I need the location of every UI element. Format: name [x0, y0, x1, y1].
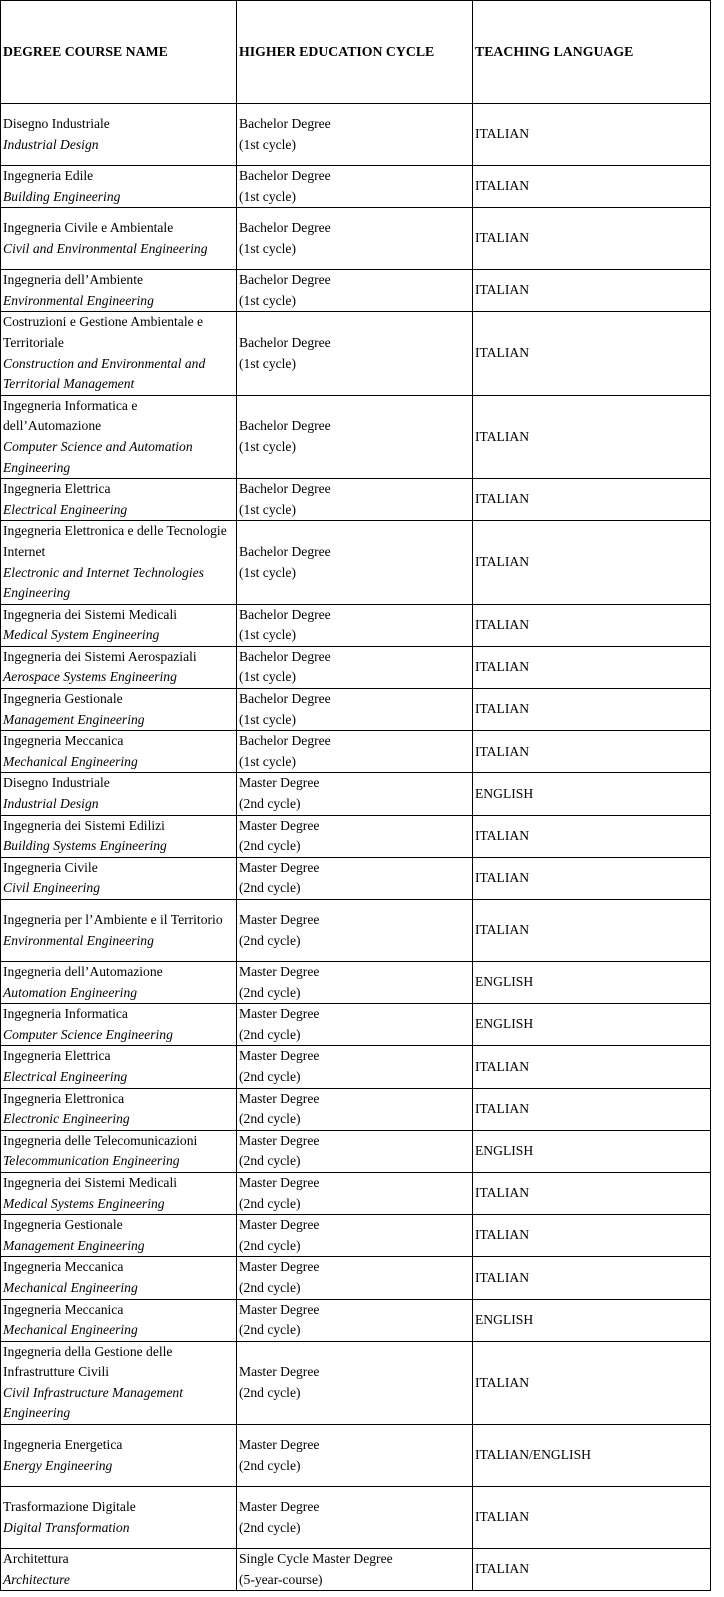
table-row — [1, 1299, 711, 1341]
education-cycle-cell — [237, 395, 473, 478]
cycle-degree: Master Degree — [239, 859, 320, 875]
course-name-italian: Ingegneria dei Sistemi Medicali — [3, 1174, 178, 1190]
cycle-degree: Master Degree — [239, 775, 320, 791]
course-name-italian: Ingegneria Informatica — [3, 1006, 128, 1022]
cycle-detail: (2nd cycle) — [239, 1384, 301, 1400]
teaching-language-cell — [473, 479, 711, 521]
teaching-language-cell — [473, 773, 711, 815]
course-name-italian: Ingegneria dei Sistemi Medicali — [3, 606, 178, 622]
cycle-degree: Bachelor Degree — [239, 648, 331, 664]
cycle-detail: (2nd cycle) — [239, 838, 301, 854]
table-row — [1, 857, 711, 899]
header-course-name: DEGREE COURSE NAME — [1, 1, 237, 104]
cycle-degree: Master Degree — [239, 1048, 320, 1064]
cycle-detail: (2nd cycle) — [239, 1026, 301, 1042]
teaching-language-cell — [473, 1130, 711, 1172]
course-name-italian: Ingegneria Informatica e dell’Automazione — [3, 397, 138, 434]
cycle-detail: (1st cycle) — [239, 753, 296, 769]
header-education-cycle: HIGHER EDUCATION CYCLE — [237, 1, 473, 104]
course-name-cell — [1, 900, 237, 962]
course-name-italian: Disegno Industriale — [3, 115, 110, 131]
teaching-language: ITALIAN — [475, 554, 530, 570]
course-name-english: Electronic and Internet Technologies Engineering — [3, 564, 204, 601]
course-name-italian: Ingegneria Meccanica — [3, 1259, 124, 1275]
course-name-cell — [1, 104, 237, 166]
teaching-language: ITALIAN — [475, 1561, 530, 1577]
teaching-language-cell — [473, 1341, 711, 1424]
teaching-language-cell — [473, 962, 711, 1004]
education-cycle-cell — [237, 521, 473, 604]
teaching-language-cell — [473, 1549, 711, 1591]
education-cycle-cell — [237, 1215, 473, 1257]
teaching-language-cell — [473, 604, 711, 646]
cycle-detail: (1st cycle) — [239, 627, 296, 643]
course-name-cell — [1, 857, 237, 899]
education-cycle-cell — [237, 1299, 473, 1341]
teaching-language-cell — [473, 208, 711, 270]
course-name-cell — [1, 1487, 237, 1549]
teaching-language-cell — [473, 521, 711, 604]
table-row — [1, 1341, 711, 1424]
education-cycle-cell — [237, 104, 473, 166]
teaching-language-cell — [473, 1046, 711, 1088]
education-cycle-cell — [237, 689, 473, 731]
cycle-degree: Master Degree — [239, 1259, 320, 1275]
table-row — [1, 1425, 711, 1487]
course-name-english: Management Engineering — [3, 711, 145, 727]
course-name-english: Architecture — [3, 1571, 70, 1587]
cycle-degree: Bachelor Degree — [239, 481, 331, 497]
course-name-english: Management Engineering — [3, 1237, 145, 1253]
course-name-cell — [1, 1004, 237, 1046]
teaching-language-cell — [473, 1088, 711, 1130]
course-name-english: Computer Science and Automation Engineering — [3, 438, 193, 475]
course-name-italian: Ingegneria dell’Ambiente — [3, 272, 144, 288]
course-name-english: Mechanical Engineering — [3, 1279, 138, 1295]
table-row — [1, 1215, 711, 1257]
course-name-cell — [1, 479, 237, 521]
cycle-degree: Master Degree — [239, 1364, 320, 1380]
cycle-degree: Master Degree — [239, 1217, 320, 1233]
cycle-detail: (1st cycle) — [239, 188, 296, 204]
course-name-english: Civil Engineering — [3, 880, 101, 896]
education-cycle-cell — [237, 900, 473, 962]
teaching-language-cell — [473, 1004, 711, 1046]
table-row — [1, 1257, 711, 1299]
course-name-cell — [1, 731, 237, 773]
education-cycle-cell — [237, 479, 473, 521]
teaching-language: ENGLISH — [475, 1143, 534, 1159]
table-row — [1, 1004, 711, 1046]
education-cycle-cell — [237, 604, 473, 646]
cycle-degree: Bachelor Degree — [239, 334, 331, 350]
course-name-english: Telecommunication Engineering — [3, 1153, 180, 1169]
course-name-cell — [1, 1130, 237, 1172]
teaching-language: ITALIAN — [475, 345, 530, 361]
course-name-english: Electronic Engineering — [3, 1111, 130, 1127]
course-name-english: Automation Engineering — [3, 984, 138, 1000]
cycle-detail: (2nd cycle) — [239, 1237, 301, 1253]
cycle-degree: Master Degree — [239, 911, 320, 927]
course-name-italian: Ingegneria Elettrica — [3, 1048, 111, 1064]
teaching-language: ITALIAN — [475, 1269, 530, 1285]
table-row — [1, 312, 711, 395]
teaching-language: ITALIAN — [475, 1374, 530, 1390]
table-row — [1, 270, 711, 312]
course-name-cell — [1, 1341, 237, 1424]
course-name-italian: Disegno Industriale — [3, 775, 110, 791]
education-cycle-cell — [237, 1341, 473, 1424]
table-row — [1, 1487, 711, 1549]
course-name-italian: Ingegneria Civile e Ambientale — [3, 220, 174, 236]
course-name-italian: Ingegneria dei Sistemi Edilizi — [3, 817, 165, 833]
table-row — [1, 604, 711, 646]
course-name-cell — [1, 773, 237, 815]
course-name-cell — [1, 646, 237, 688]
course-name-cell — [1, 166, 237, 208]
cycle-detail: (2nd cycle) — [239, 1322, 301, 1338]
course-name-italian: Ingegneria Elettrica — [3, 481, 111, 497]
course-name-english: Industrial Design — [3, 796, 99, 812]
teaching-language-cell — [473, 395, 711, 478]
teaching-language: ITALIAN — [475, 1058, 530, 1074]
education-cycle-cell — [237, 731, 473, 773]
cycle-detail: (2nd cycle) — [239, 880, 301, 896]
course-name-italian: Ingegneria Elettronica e delle Tecnologie Internet — [3, 523, 227, 559]
teaching-language-cell — [473, 1425, 711, 1487]
cycle-degree: Master Degree — [239, 1174, 320, 1190]
teaching-language: ITALIAN — [475, 870, 530, 886]
teaching-language-cell — [473, 857, 711, 899]
education-cycle-cell — [237, 815, 473, 857]
cycle-degree: Master Degree — [239, 817, 320, 833]
cycle-detail: (1st cycle) — [239, 564, 296, 580]
course-name-italian: Architettura — [3, 1551, 69, 1567]
teaching-language-cell — [473, 1172, 711, 1214]
teaching-language: ITALIAN — [475, 126, 530, 142]
teaching-language: ENGLISH — [475, 785, 534, 801]
course-name-english: Environmental Engineering — [3, 292, 154, 308]
teaching-language: ENGLISH — [475, 974, 534, 990]
course-name-italian: Ingegneria dell’Automazione — [3, 964, 163, 979]
course-name-italian: Ingegneria delle Telecomunicazioni — [3, 1132, 198, 1148]
teaching-language-cell — [473, 1487, 711, 1549]
table-row — [1, 1549, 711, 1591]
course-name-italian: Trasformazione Digitale — [3, 1498, 136, 1514]
table-row — [1, 521, 711, 604]
course-name-italian: Ingegneria Gestionale — [3, 691, 123, 707]
cycle-degree: Bachelor Degree — [239, 733, 331, 749]
table-row — [1, 1046, 711, 1088]
cycle-detail: (2nd cycle) — [239, 1153, 301, 1169]
course-name-english: Computer Science Engineering — [3, 1026, 173, 1042]
education-cycle-cell — [237, 208, 473, 270]
teaching-language-cell — [473, 646, 711, 688]
header-teaching-language: TEACHING LANGUAGE — [473, 1, 711, 104]
teaching-language: ENGLISH — [475, 1016, 534, 1032]
course-name-cell — [1, 1046, 237, 1088]
teaching-language: ITALIAN/ENGLISH — [475, 1447, 591, 1463]
course-name-english: Medical System Engineering — [3, 627, 160, 643]
table-row — [1, 104, 711, 166]
cycle-degree: Master Degree — [239, 1006, 320, 1022]
cycle-degree: Bachelor Degree — [239, 115, 331, 131]
course-name-english: Energy Engineering — [3, 1457, 113, 1473]
education-cycle-cell — [237, 1425, 473, 1487]
table-row — [1, 773, 711, 815]
cycle-degree: Bachelor Degree — [239, 543, 331, 559]
table-row — [1, 815, 711, 857]
course-name-english: Industrial Design — [3, 136, 99, 152]
table-row — [1, 208, 711, 270]
course-name-italian: Ingegneria Elettronica — [3, 1090, 125, 1106]
teaching-language: ITALIAN — [475, 616, 530, 632]
teaching-language-cell — [473, 312, 711, 395]
teaching-language-cell — [473, 1299, 711, 1341]
teaching-language: ITALIAN — [475, 1509, 530, 1525]
teaching-language: ITALIAN — [475, 659, 530, 675]
cycle-detail: (1st cycle) — [239, 501, 296, 517]
education-cycle-cell — [237, 1172, 473, 1214]
teaching-language: ITALIAN — [475, 1185, 530, 1201]
cycle-degree: Bachelor Degree — [239, 418, 331, 434]
cycle-detail: (2nd cycle) — [239, 796, 301, 812]
teaching-language-cell — [473, 166, 711, 208]
course-name-cell — [1, 1549, 237, 1591]
education-cycle-cell — [237, 773, 473, 815]
cycle-degree: Bachelor Degree — [239, 168, 331, 183]
education-cycle-cell — [237, 1487, 473, 1549]
course-name-cell — [1, 208, 237, 270]
course-name-english: Mechanical Engineering — [3, 753, 138, 769]
header-row — [1, 1, 711, 104]
teaching-language-cell — [473, 1257, 711, 1299]
course-name-italian: Ingegneria Gestionale — [3, 1217, 123, 1233]
course-name-english: Building Systems Engineering — [3, 838, 167, 854]
table-row — [1, 1172, 711, 1214]
cycle-detail: (2nd cycle) — [239, 984, 301, 1000]
teaching-language: ITALIAN — [475, 1100, 530, 1116]
education-cycle-cell — [237, 1549, 473, 1591]
cycle-degree: Master Degree — [239, 964, 320, 979]
course-name-english: Mechanical Engineering — [3, 1322, 138, 1338]
education-cycle-cell — [237, 646, 473, 688]
course-name-cell — [1, 1425, 237, 1487]
cycle-degree: Bachelor Degree — [239, 272, 331, 288]
cycle-detail: (1st cycle) — [239, 136, 296, 152]
course-name-english: Electrical Engineering — [3, 1068, 128, 1084]
course-name-italian: Ingegneria per l’Ambiente e il Territorio — [3, 911, 223, 927]
course-name-english: Construction and Environmental and Territorial Management — [3, 355, 206, 392]
course-name-cell — [1, 1215, 237, 1257]
teaching-language-cell — [473, 900, 711, 962]
education-cycle-cell — [237, 962, 473, 1004]
education-cycle-cell — [237, 270, 473, 312]
teaching-language: ITALIAN — [475, 282, 530, 298]
table-row — [1, 395, 711, 478]
table-row — [1, 1130, 711, 1172]
course-name-italian: Ingegneria Civile — [3, 859, 98, 875]
teaching-language: ITALIAN — [475, 491, 530, 507]
cycle-detail: (1st cycle) — [239, 355, 296, 371]
cycle-detail: (2nd cycle) — [239, 1195, 301, 1211]
cycle-detail: (2nd cycle) — [239, 932, 301, 948]
teaching-language-cell — [473, 689, 711, 731]
table-row — [1, 166, 711, 208]
cycle-detail: (1st cycle) — [239, 240, 296, 256]
table-row — [1, 1088, 711, 1130]
course-name-english: Digital Transformation — [3, 1519, 130, 1535]
teaching-language-cell — [473, 815, 711, 857]
course-name-cell — [1, 689, 237, 731]
table-row — [1, 900, 711, 962]
teaching-language: ITALIAN — [475, 922, 530, 938]
teaching-language: ENGLISH — [475, 1311, 534, 1327]
course-name-cell — [1, 604, 237, 646]
teaching-language-cell — [473, 270, 711, 312]
cycle-detail: (1st cycle) — [239, 438, 296, 454]
table-row — [1, 646, 711, 688]
course-name-english: Environmental Engineering — [3, 932, 154, 948]
course-name-cell — [1, 815, 237, 857]
cycle-detail: (2nd cycle) — [239, 1068, 301, 1084]
cycle-degree: Master Degree — [239, 1132, 320, 1148]
teaching-language: ITALIAN — [475, 1227, 530, 1243]
education-cycle-cell — [237, 857, 473, 899]
course-name-cell — [1, 1172, 237, 1214]
course-name-english: Medical Systems Engineering — [3, 1195, 165, 1211]
cycle-detail: (1st cycle) — [239, 669, 296, 685]
cycle-detail: (2nd cycle) — [239, 1457, 301, 1473]
teaching-language: ITALIAN — [475, 230, 530, 246]
cycle-degree: Master Degree — [239, 1301, 320, 1317]
education-cycle-cell — [237, 1088, 473, 1130]
education-cycle-cell — [237, 1257, 473, 1299]
course-name-cell — [1, 962, 237, 1004]
table-row — [1, 689, 711, 731]
course-name-english: Civil and Environmental Engineering — [3, 240, 208, 256]
teaching-language: ITALIAN — [475, 827, 530, 843]
course-name-italian: Ingegneria Edile — [3, 168, 94, 183]
course-name-cell — [1, 1299, 237, 1341]
cycle-degree: Bachelor Degree — [239, 220, 331, 236]
course-name-cell — [1, 1088, 237, 1130]
course-name-cell — [1, 521, 237, 604]
course-name-cell — [1, 395, 237, 478]
course-name-cell — [1, 270, 237, 312]
teaching-language-cell — [473, 104, 711, 166]
table-body — [1, 104, 711, 1591]
cycle-degree: Bachelor Degree — [239, 606, 331, 622]
cycle-degree: Master Degree — [239, 1498, 320, 1514]
course-name-english: Aerospace Systems Engineering — [3, 669, 177, 685]
cycle-degree: Bachelor Degree — [239, 691, 331, 707]
table-row — [1, 731, 711, 773]
table-row — [1, 479, 711, 521]
education-cycle-cell — [237, 312, 473, 395]
education-cycle-cell — [237, 1130, 473, 1172]
education-cycle-cell — [237, 1046, 473, 1088]
teaching-language: ITALIAN — [475, 743, 530, 759]
cycle-detail: (2nd cycle) — [239, 1519, 301, 1535]
teaching-language-cell — [473, 731, 711, 773]
course-name-italian: Ingegneria Meccanica — [3, 1301, 124, 1317]
course-name-english: Civil Infrastructure Management Engineering — [3, 1384, 183, 1421]
teaching-language: ITALIAN — [475, 178, 530, 194]
education-cycle-cell — [237, 1004, 473, 1046]
cycle-detail: (2nd cycle) — [239, 1279, 301, 1295]
education-cycle-cell — [237, 166, 473, 208]
course-name-italian: Ingegneria Meccanica — [3, 733, 124, 749]
course-name-cell — [1, 312, 237, 395]
teaching-language: ITALIAN — [475, 701, 530, 717]
cycle-detail: (5-year-course) — [239, 1571, 323, 1587]
course-name-english: Building Engineering — [3, 188, 121, 204]
teaching-language: ITALIAN — [475, 428, 530, 444]
course-name-italian: Ingegneria della Gestione delle Infrastrutture Civili — [3, 1343, 173, 1380]
cycle-degree: Master Degree — [239, 1436, 320, 1452]
cycle-degree: Master Degree — [239, 1090, 320, 1106]
course-name-italian: Ingegneria Energetica — [3, 1436, 123, 1452]
cycle-detail: (1st cycle) — [239, 292, 296, 308]
course-name-italian: Ingegneria dei Sistemi Aerospaziali — [3, 648, 197, 664]
cycle-degree: Single Cycle Master Degree — [239, 1551, 393, 1567]
table-row — [1, 962, 711, 1004]
course-name-english: Electrical Engineering — [3, 501, 128, 517]
cycle-detail: (2nd cycle) — [239, 1111, 301, 1127]
cycle-detail: (1st cycle) — [239, 711, 296, 727]
course-name-italian: Costruzioni e Gestione Ambientale e Territoriale — [3, 314, 204, 350]
course-name-cell — [1, 1257, 237, 1299]
teaching-language-cell — [473, 1215, 711, 1257]
